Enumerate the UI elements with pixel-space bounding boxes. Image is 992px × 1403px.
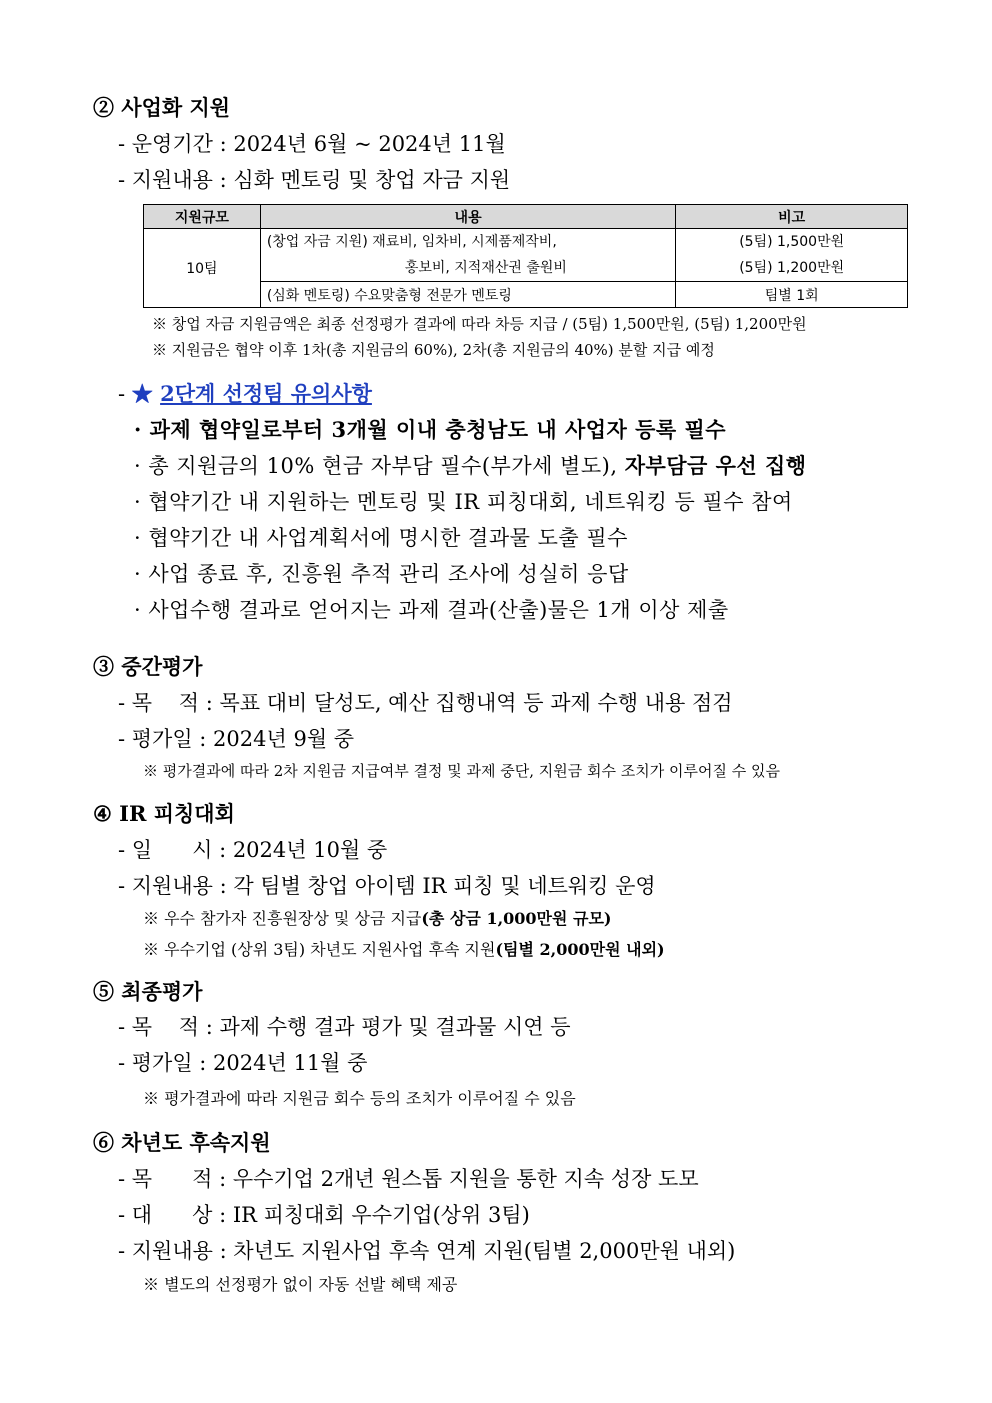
sec5-purpose: - 목 적 : 과제 수행 결과 평가 및 결과물 시연 등 — [118, 1015, 571, 1039]
caution-bullet-3: · 협약기간 내 지원하는 멘토링 및 IR 피칭대회, 네트워킹 등 필수 참여 — [134, 490, 793, 514]
note-text: ※ 우수 참가자 진흥원장상 및 상금 지급 — [143, 909, 422, 928]
sec6-target: - 대 상 : IR 피칭대회 우수기업(상위 3팀) — [118, 1203, 530, 1227]
note-emphasis: (총 상금 1,000만원 규모) — [421, 909, 612, 928]
content-line: 홍보비, 지적재산권 출원비 — [404, 260, 567, 276]
bullet-text: · 총 지원금의 10% 현금 자부담 필수(부가세 별도), — [134, 454, 625, 478]
section-6-title: ⑥ 차년도 후속지원 — [93, 1130, 271, 1155]
caution-bullet-6: · 사업수행 결과로 얻어지는 과제 결과(산출)물은 1개 이상 제출 — [134, 598, 729, 622]
sec3-purpose: - 목 적 : 목표 대비 달성도, 예산 집행내역 등 과제 수행 내용 점검 — [118, 691, 733, 715]
sec4-date: - 일 시 : 2024년 10월 중 — [118, 838, 388, 862]
caution-heading — [118, 378, 372, 408]
note-emphasis: (팀별 2,000만원 내외) — [495, 940, 665, 959]
note-line: (5팀) 1,500만원 — [739, 234, 845, 250]
caution-bullet-2 — [134, 450, 807, 480]
sec6-purpose: - 목 적 : 우수기업 2개년 원스톱 지원을 통한 지속 성장 도모 — [118, 1167, 699, 1191]
sec3-date: - 평가일 : 2024년 9월 중 — [118, 727, 355, 751]
section-4-title: ④ IR 피칭대회 — [93, 801, 235, 826]
note-text: ※ 우수기업 (상위 3팀) 차년도 지원사업 후속 지원 — [143, 940, 496, 959]
sec4-content: - 지원내용 : 각 팀별 창업 아이템 IR 피칭 및 네트워킹 운영 — [118, 874, 656, 898]
sec2-note-2: ※ 지원금은 협약 이후 1차(총 지원금의 60%), 2차(총 지원금의 40%) 분할 지급 예정 — [152, 341, 715, 359]
table-header: 내용 — [260, 205, 676, 229]
table-row — [144, 229, 908, 282]
content-cell — [260, 229, 676, 282]
table-header: 지원규모 — [144, 205, 261, 229]
table-header: 비고 — [676, 205, 908, 229]
caution-dash: - — [118, 382, 132, 406]
section-5-title: ⑤ 최종평가 — [93, 979, 203, 1004]
sec5-note: ※ 평가결과에 따라 지원금 회수 등의 조치가 이루어질 수 있음 — [143, 1089, 576, 1108]
caution-bullet-4: · 협약기간 내 사업계획서에 명시한 결과물 도출 필수 — [134, 526, 628, 550]
caution-bullet-1: · 과제 협약일로부터 3개월 이내 충청남도 내 사업자 등록 필수 — [134, 417, 727, 442]
sec4-note-1 — [143, 906, 612, 929]
sec6-note: ※ 별도의 선정평가 없이 자동 선발 혜택 제공 — [143, 1275, 458, 1294]
section-2-title: ② 사업화 지원 — [93, 95, 231, 120]
sec5-date: - 평가일 : 2024년 11월 중 — [118, 1051, 368, 1075]
sec2-period: - 운영기간 : 2024년 6월 ~ 2024년 11월 — [118, 132, 506, 156]
table-header-row — [144, 205, 908, 229]
star-icon: ★ — [131, 381, 161, 406]
sec6-content: - 지원내용 : 차년도 지원사업 후속 연계 지원(팀별 2,000만원 내외) — [118, 1239, 736, 1263]
sec4-note-2 — [143, 937, 665, 960]
sec3-note: ※ 평가결과에 따라 2차 지원금 지급여부 결정 및 과제 중단, 지원금 회수 조치가 이루어질 수 있음 — [143, 762, 780, 780]
content-line: (창업 자금 지원) 재료비, 임차비, 시제품제작비, — [266, 234, 557, 250]
note-cell — [676, 229, 908, 282]
note-cell: 팀별 1회 — [676, 282, 908, 308]
content-cell: (심화 멘토링) 수요맞춤형 전문가 멘토링 — [260, 282, 676, 308]
caution-bullet-5: · 사업 종료 후, 진흥원 추적 관리 조사에 성실히 응답 — [134, 562, 629, 586]
bullet-emphasis: 자부담금 우선 집행 — [624, 453, 807, 478]
sec2-note-1: ※ 창업 자금 지원금액은 최종 선정평가 결과에 따라 차등 지급 / (5팀) 1,500만원, (5팀) 1,200만원 — [152, 315, 807, 333]
note-line: (5팀) 1,200만원 — [739, 260, 845, 276]
section-3-title: ③ 중간평가 — [93, 654, 203, 679]
sec2-content: - 지원내용 : 심화 멘토링 및 창업 자금 지원 — [118, 168, 511, 192]
caution-title: 2단계 선정팀 유의사항 — [160, 381, 372, 406]
scale-cell: 10팀 — [144, 229, 261, 308]
support-table — [143, 204, 908, 308]
